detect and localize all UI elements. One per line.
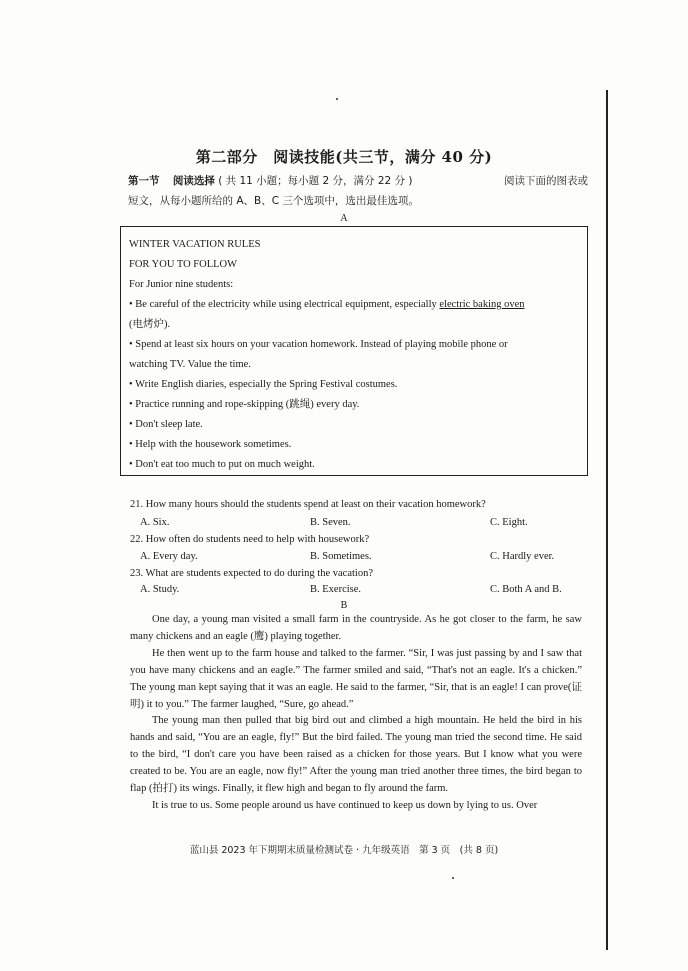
rule-item: • Write English diaries, especially the Spring Festival costumes.: [129, 379, 398, 390]
rules-subtitle: FOR YOU TO FOLLOW: [129, 259, 238, 270]
rule-item-cont: watching TV. Value the time.: [129, 359, 251, 370]
option-a[interactable]: A. Study.: [140, 584, 180, 595]
rules-title: WINTER VACATION RULES: [129, 239, 261, 250]
passage-b-label: B: [340, 600, 348, 611]
question-stem: 21. How many hours should the students spend at least on their vacation homework?: [130, 499, 486, 510]
option-c[interactable]: C. Hardly ever.: [490, 551, 555, 562]
passage-a-label: A: [340, 213, 348, 224]
option-c[interactable]: C. Both A and B.: [490, 584, 562, 595]
rule-item: • Be careful of the electricity while using electrical equipment, especially electric baking oven: [129, 299, 525, 310]
instruction-tail: 阅读下面的图表或: [504, 175, 588, 187]
option-b[interactable]: B. Sometimes.: [310, 551, 372, 562]
paragraph: He then went up to the farm house and talked to the farmer. “Sir, I was just passing by and I saw that you have many chickens and an eagle.” The farmer smiled and said, “That's not an eagle. It's a chicken.” The young man kept saying that it was an eagle. He said to the farmer, “Sir, that is an eagle! I can prove(证明) it to you.” The farmer laughed, “Sure, go ahead.”: [130, 647, 582, 710]
option-c[interactable]: C. Eight.: [490, 517, 528, 528]
rule-item-cont: (电烤炉).: [129, 319, 171, 330]
instruction-line: 短文，从每小题所给的 A、B、C 三个选项中，选出最佳选项。: [128, 195, 419, 207]
rule-item: • Practice running and rope-skipping (跳绳) every day.: [129, 399, 360, 410]
question-stem: 23. What are students expected to do during the vacation?: [130, 568, 373, 579]
scan-speck: [452, 877, 454, 879]
scan-speck: [336, 98, 338, 100]
rules-audience: For Junior nine students:: [129, 279, 234, 290]
section-title: 阅读选择: [172, 175, 215, 187]
option-a[interactable]: A. Every day.: [140, 551, 198, 562]
rule-item: • Don't sleep late.: [129, 419, 203, 430]
page-footer: 蓝山县 2023 年下期期末质量检测试卷 · 九年级英语 第 3 页 (共 8 页): [189, 845, 499, 856]
rule-item: • Help with the housework sometimes.: [129, 439, 292, 450]
option-b[interactable]: B. Seven.: [310, 517, 351, 528]
rule-item: • Don't eat too much to put on much weight.: [129, 459, 315, 470]
paragraph: The young man then pulled that big bird out and climbed a high mountain. He held the bird in his hands and said, “You are an eagle, fly!” But the bird failed. The young man tried the second time. He said to the bird, “I don't care you have been raised as a chicken for those years. But I know what you were created to be. You are an eagle, now fly!” After the young man tried another three times, the bird began to flap (拍打) its wings. Finally, it flew high and began to fly around the farm.: [130, 715, 582, 795]
section-rule: ( 共 11 小题；每小题 2 分，满分 22 分 ): [218, 175, 413, 187]
option-a[interactable]: A. Six.: [140, 517, 170, 528]
paragraph: One day, a young man visited a small farm in the countryside. As he got closer to the farm, he saw many chickens and an eagle (鹰) playing together.: [130, 614, 582, 642]
paragraph: It is true to us. Some people around us have continued to keep us down by lying to us. Over: [152, 799, 538, 811]
section-heading: [128, 170, 588, 192]
rule-item: • Spend at least six hours on your vacation homework. Instead of playing mobile phone or: [129, 339, 508, 350]
passage-b: [130, 612, 582, 815]
option-b[interactable]: B. Exercise.: [310, 584, 362, 595]
underlined-term: electric baking oven: [439, 299, 525, 310]
question-stem: 22. How often do students need to help with housework?: [130, 534, 370, 545]
rules-box: [120, 226, 588, 476]
section-name: 第一节: [128, 175, 160, 187]
part-title: 第二部分 阅读技能(共三节，满分 40 分): [195, 148, 493, 166]
